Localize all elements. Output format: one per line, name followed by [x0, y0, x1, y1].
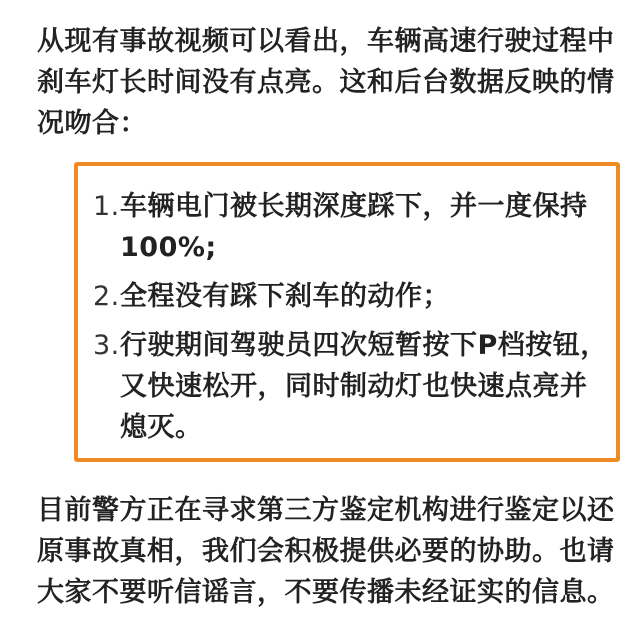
outro-paragraph: 目前警方正在寻求第三方鉴定机构进行鉴定以还原事故真相，我们会积极提供必要的协助。也请大家不要听信谣言，不要传播未经证实的信息。: [37, 495, 615, 608]
list-item-number: 3.: [93, 330, 120, 361]
list-item: [93, 186, 613, 268]
fact-list: [93, 186, 613, 456]
list-item-text: 车辆电门被长期深度踩下，并一度保持100%;: [120, 191, 588, 263]
list-item: [93, 325, 613, 448]
list-item-number: 1.: [93, 191, 120, 222]
list-item-text: 行驶期间驾驶员四次短暂按下P档按钮，又快速松开，同时制动灯也快速点亮并熄灭。: [120, 330, 608, 443]
list-item-number: 2.: [93, 281, 120, 312]
list-item-text: 全程没有踩下刹车的动作；: [120, 281, 450, 312]
list-item: [93, 276, 613, 317]
intro-paragraph: 从现有事故视频可以看出，车辆高速行驶过程中刹车灯长时间没有点亮。这和后台数据反映的情况吻合：: [37, 26, 615, 139]
